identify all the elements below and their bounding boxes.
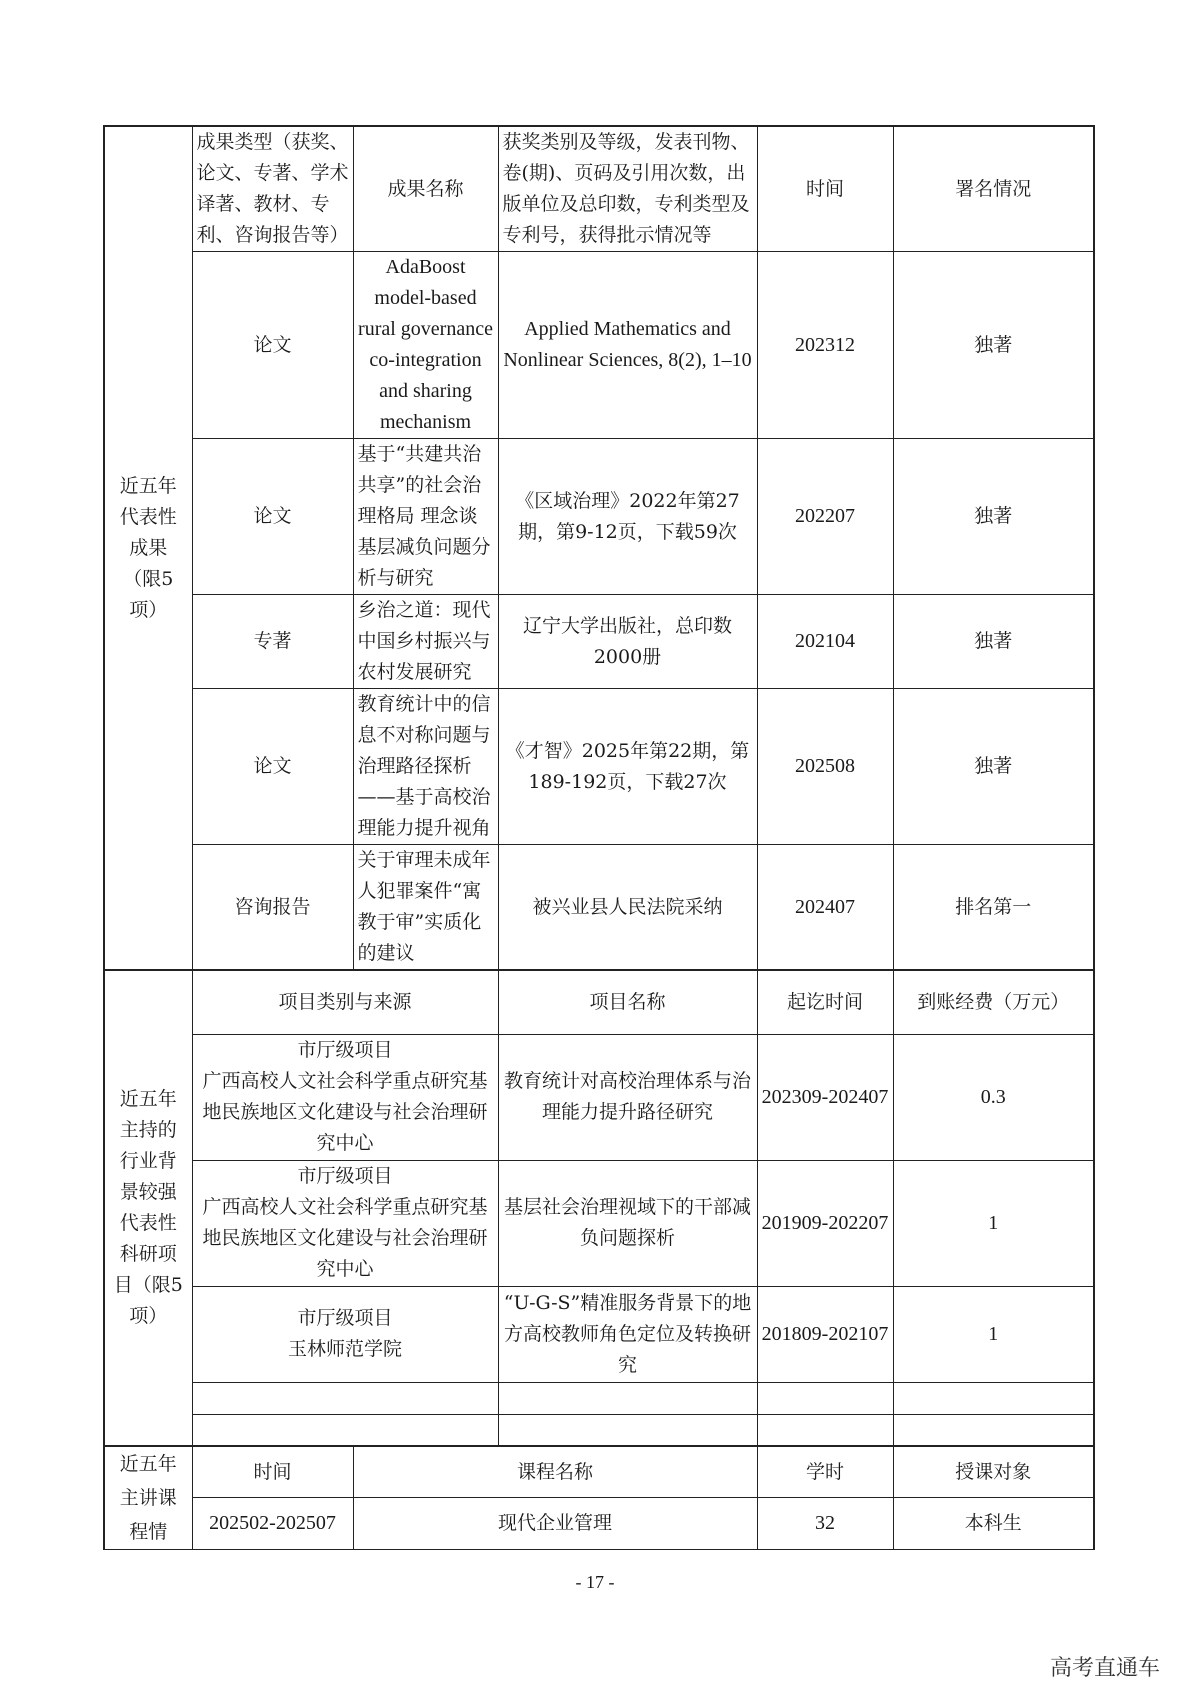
achievement-type: 论文 [192, 689, 353, 845]
achievements-header-row [104, 126, 1094, 252]
achievements-section-label: 近五年代表性成果（限5项） [104, 126, 192, 970]
achievement-author: 独著 [893, 689, 1094, 845]
achievement-detail: 辽宁大学出版社，总印数2000册 [498, 595, 757, 689]
header-project-name: 项目名称 [498, 970, 757, 1034]
project-funds: 1 [893, 1160, 1094, 1286]
empty-cell [893, 1382, 1094, 1414]
project-period: 201909-202207 [757, 1160, 893, 1286]
table-row [104, 1034, 1094, 1160]
header-project-funds: 到账经费（万元） [893, 970, 1094, 1034]
courses-header-row [104, 1446, 1094, 1498]
project-funds: 1 [893, 1286, 1094, 1382]
header-course-time: 时间 [192, 1446, 353, 1498]
courses-section-label: 近五年主讲课程情 [104, 1446, 192, 1550]
table-row [104, 439, 1094, 595]
achievement-type: 论文 [192, 252, 353, 439]
empty-cell [757, 1414, 893, 1446]
header-achievement-time: 时间 [757, 126, 893, 252]
project-source: 市厅级项目 广西高校人文社会科学重点研究基地民族地区文化建设与社会治理研究中心 [192, 1034, 498, 1160]
project-name: 教育统计对高校治理体系与治理能力提升路径研究 [498, 1034, 757, 1160]
project-period: 202309-202407 [757, 1034, 893, 1160]
achievement-detail: 《区域治理》2022年第27期，第9-12页，下载59次 [498, 439, 757, 595]
achievement-type: 论文 [192, 439, 353, 595]
header-course-audience: 授课对象 [893, 1446, 1094, 1498]
course-audience: 本科生 [893, 1498, 1094, 1550]
projects-section-label: 近五年主持的行业背景较强代表性科研项目（限5项） [104, 970, 192, 1446]
achievement-author: 独著 [893, 595, 1094, 689]
achievement-detail: 《才智》2025年第22期，第189-192页，下载27次 [498, 689, 757, 845]
table-row [104, 1160, 1094, 1286]
achievement-detail: Applied Mathematics and Nonlinear Sciences, 8(2), 1–10 [498, 252, 757, 439]
achievement-name: AdaBoost model-based rural governance co-integration and sharing mechanism [353, 252, 498, 439]
projects-header-row [104, 970, 1094, 1034]
header-course-hours: 学时 [757, 1446, 893, 1498]
empty-cell [192, 1382, 498, 1414]
achievement-time: 202508 [757, 689, 893, 845]
project-funds: 0.3 [893, 1034, 1094, 1160]
achievement-project-course-table [103, 125, 1095, 1550]
achievement-author: 排名第一 [893, 845, 1094, 971]
watermark-text: 高考直通车 [1049, 1656, 1160, 1681]
table-row [104, 1498, 1094, 1550]
empty-cell [498, 1382, 757, 1414]
table-row-empty [104, 1414, 1094, 1446]
table-row [104, 1286, 1094, 1382]
project-name: “U-G-S”精准服务背景下的地方高校教师角色定位及转换研究 [498, 1286, 757, 1382]
project-source: 市厅级项目 玉林师范学院 [192, 1286, 498, 1382]
achievement-type: 咨询报告 [192, 845, 353, 971]
achievement-name: 乡治之道：现代中国乡村振兴与农村发展研究 [353, 595, 498, 689]
header-achievement-detail: 获奖类别及等级，发表刊物、卷(期)、页码及引用次数，出版单位及总印数，专利类型及专利号，获得批示情况等 [498, 126, 757, 252]
empty-cell [893, 1414, 1094, 1446]
table-row [104, 845, 1094, 971]
empty-cell [192, 1414, 498, 1446]
achievement-time: 202207 [757, 439, 893, 595]
header-achievement-name: 成果名称 [353, 126, 498, 252]
header-course-name: 课程名称 [353, 1446, 757, 1498]
table-row-empty [104, 1382, 1094, 1414]
course-name: 现代企业管理 [353, 1498, 757, 1550]
page-number: - 17 - [575, 1572, 615, 1592]
achievement-author: 独著 [893, 252, 1094, 439]
table-row [104, 252, 1094, 439]
course-hours: 32 [757, 1498, 893, 1550]
project-source: 市厅级项目 广西高校人文社会科学重点研究基地民族地区文化建设与社会治理研究中心 [192, 1160, 498, 1286]
achievement-time: 202312 [757, 252, 893, 439]
header-project-source: 项目类别与来源 [192, 970, 498, 1034]
header-project-period: 起讫时间 [757, 970, 893, 1034]
achievement-type: 专著 [192, 595, 353, 689]
achievement-name: 基于“共建共治共享”的社会治理格局 理念谈基层减负问题分析与研究 [353, 439, 498, 595]
header-achievement-type: 成果类型（获奖、论文、专著、学术译著、教材、专利、咨询报告等） [192, 126, 353, 252]
empty-cell [498, 1414, 757, 1446]
project-name: 基层社会治理视域下的干部减负问题探析 [498, 1160, 757, 1286]
table-row [104, 595, 1094, 689]
header-achievement-author: 署名情况 [893, 126, 1094, 252]
empty-cell [757, 1382, 893, 1414]
achievement-time: 202104 [757, 595, 893, 689]
achievement-name: 教育统计中的信息不对称问题与治理路径探析——基于高校治理能力提升视角 [353, 689, 498, 845]
achievement-name: 关于审理未成年人犯罪案件“寓教于审”实质化的建议 [353, 845, 498, 971]
document-table-area [103, 125, 1093, 1550]
achievement-author: 独著 [893, 439, 1094, 595]
achievement-detail: 被兴业县人民法院采纳 [498, 845, 757, 971]
project-period: 201809-202107 [757, 1286, 893, 1382]
achievement-time: 202407 [757, 845, 893, 971]
course-time: 202502-202507 [192, 1498, 353, 1550]
table-row [104, 689, 1094, 845]
